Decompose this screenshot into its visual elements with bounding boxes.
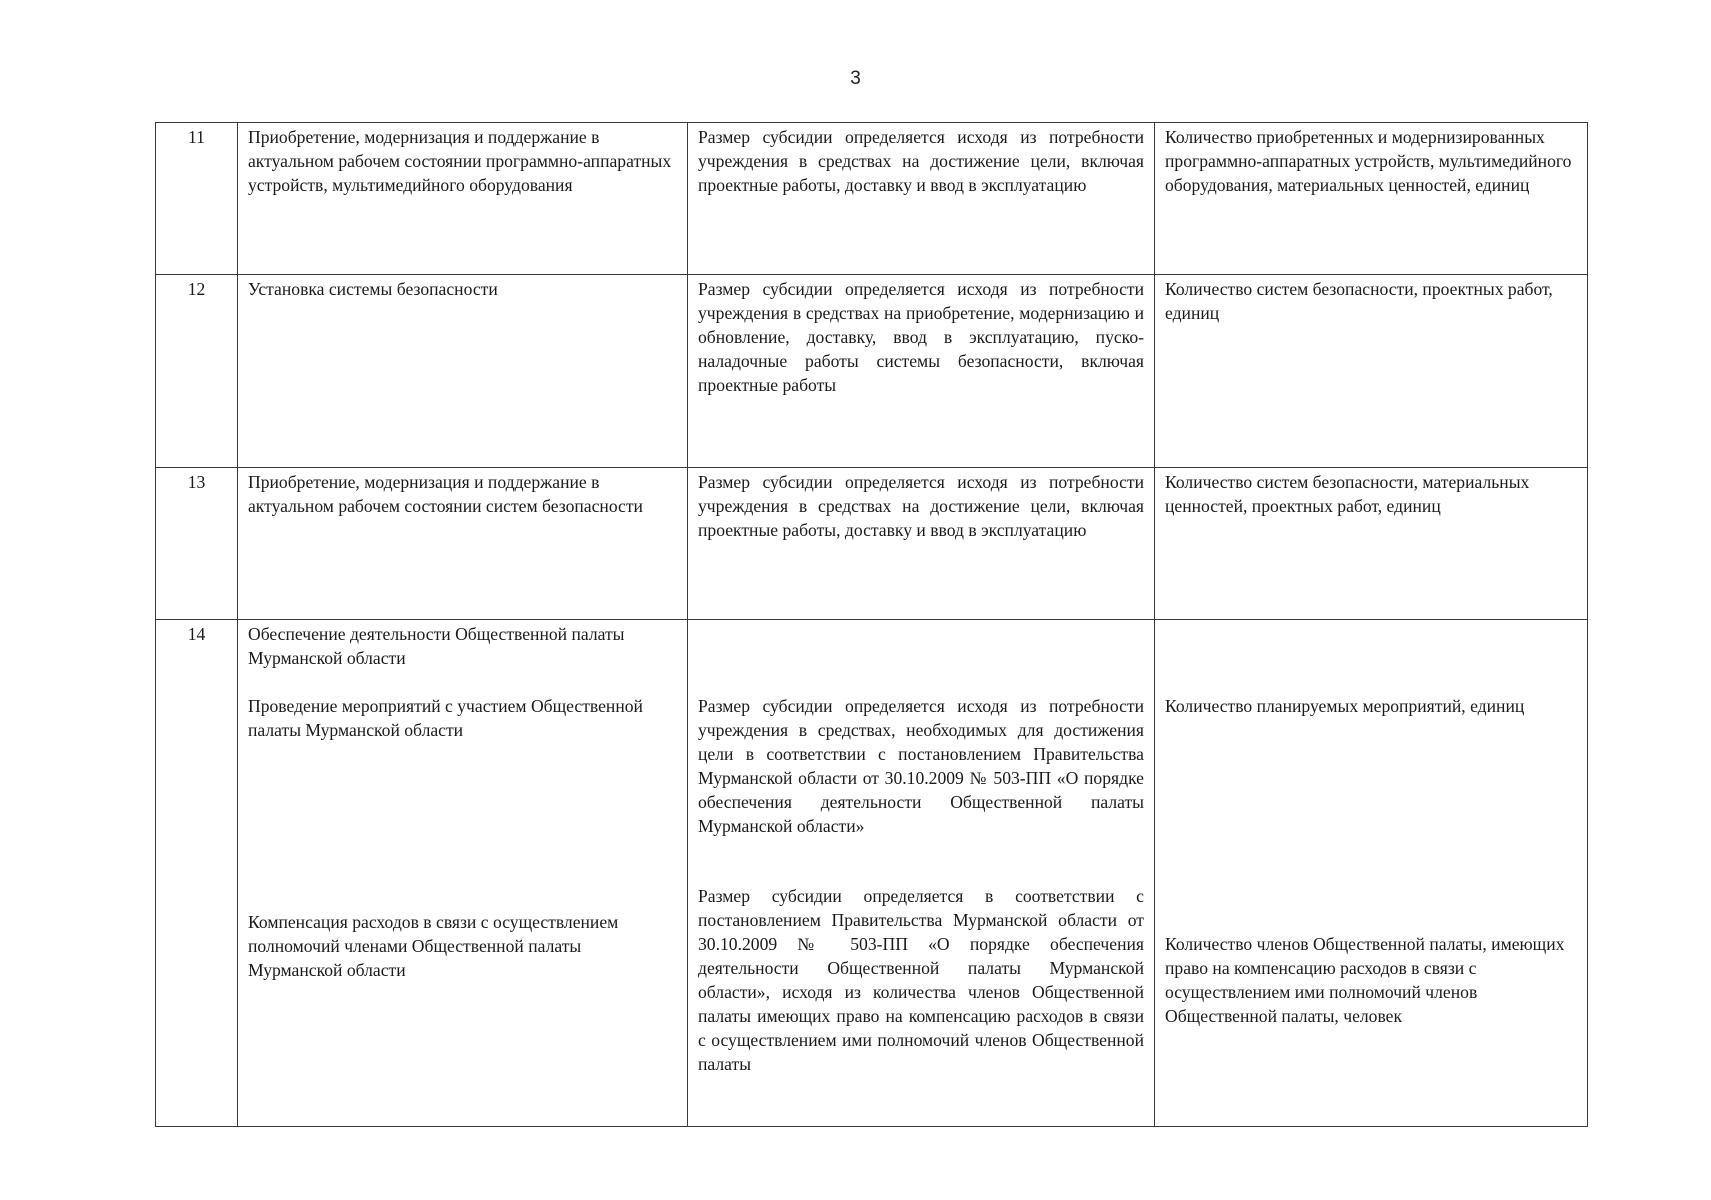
row-number: 14 xyxy=(156,620,238,1127)
subsidy-table xyxy=(155,122,1588,1127)
rule-text: Размер субсидии определяется исходя из потребности учреждения в средствах на приобретение, модернизацию и обновление, доставку, ввод в эксплуатацию, пуско-наладочные работы системы безопасности, включая проектные работы xyxy=(698,279,1144,395)
row-number: 12 xyxy=(156,275,238,468)
row-number: 13 xyxy=(156,468,238,620)
row-indicator: Количество систем безопасности, проектных работ, единиц xyxy=(1155,275,1588,468)
page-number: 3 xyxy=(850,68,861,89)
rule-text: Размер субсидии определяется исходя из потребности учреждения в средствах на достижение цели, включая проектные работы, доставку и ввод в эксплуатацию xyxy=(698,127,1144,195)
rule-text: Размер субсидии определяется исходя из потребности учреждения в средствах, необходимых для достижения цели в соответствии с постановлением Правительства Мурманской области от 30.10.2009 № 503-ПП «О порядке обеспечения деятельности Общественной палаты Мурманской области» xyxy=(698,696,1144,836)
row-number: 11 xyxy=(156,123,238,275)
table-row xyxy=(156,275,1588,468)
row-rule xyxy=(688,123,1155,275)
sub-item-name: Компенсация расходов в связи с осуществлением полномочий членами Общественной палаты Мурманской области xyxy=(248,912,619,980)
table-row xyxy=(156,620,1588,1127)
row-rule xyxy=(688,468,1155,620)
table-row xyxy=(156,468,1588,620)
sub-item-name: Проведение мероприятий с участием Общественной палаты Мурманской области xyxy=(248,696,643,740)
sub-item-indicator: Количество планируемых мероприятий, единиц xyxy=(1165,696,1525,716)
row-name: Установка системы безопасности xyxy=(238,275,688,468)
row-rule xyxy=(688,275,1155,468)
row-rule xyxy=(688,620,1155,1127)
row-indicator: Количество приобретенных и модернизированных программно-аппаратных устройств, мультимедийного оборудования, материальных ценностей, единиц xyxy=(1155,123,1588,275)
row-name: Приобретение, модернизация и поддержание в актуальном рабочем состоянии программно-аппаратных устройств, мультимедийного оборудования xyxy=(238,123,688,275)
row-indicator: Количество систем безопасности, материальных ценностей, проектных работ, единиц xyxy=(1155,468,1588,620)
row-indicator xyxy=(1155,620,1588,1127)
table-row xyxy=(156,123,1588,275)
rule-text: Размер субсидии определяется исходя из потребности учреждения в средствах на достижение цели, включая проектные работы, доставку и ввод в эксплуатацию xyxy=(698,472,1144,540)
row-name: Приобретение, модернизация и поддержание в актуальном рабочем состоянии систем безопасности xyxy=(238,468,688,620)
group-title: Обеспечение деятельности Общественной палаты Мурманской области xyxy=(248,624,625,668)
rule-text: Размер субсидии определяется в соответствии с постановлением Правительства Мурманской области от 30.10.2009 № 503-ПП «О порядке обеспечения деятельности Общественной палаты Мурманской области», исходя из количества членов Общественной палаты имеющих право на компенсацию расходов в связи с осуществлением ими полномочий членов Общественной палаты xyxy=(698,886,1144,1074)
sub-item-indicator: Количество членов Общественной палаты, имеющих право на компенсацию расходов в связи с осуществлением ими полномочий членов Общественной палаты, человек xyxy=(1165,934,1565,1026)
row-name xyxy=(238,620,688,1127)
